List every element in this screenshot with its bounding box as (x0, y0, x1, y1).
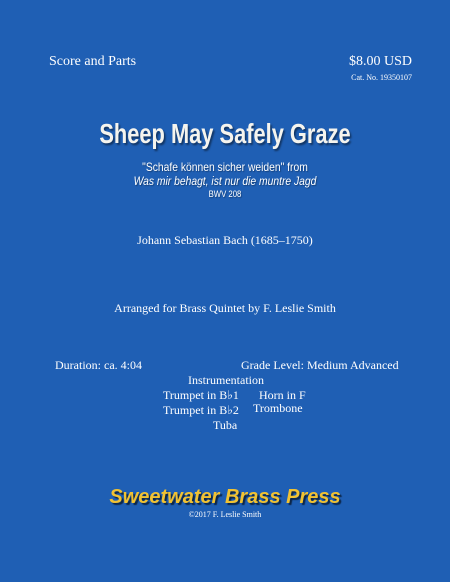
instrument-horn: Horn in F (259, 388, 306, 402)
score-and-parts-label: Score and Parts (49, 54, 137, 69)
publisher-logo-text: Sweetwater Brass Press (109, 486, 341, 508)
instrumentation-heading: Instrumentation (188, 373, 264, 387)
copyright-notice: ©2017 F. Leslie Smith (188, 510, 262, 519)
subtitle-line-1: "Schafe können sicher weiden" from (142, 160, 308, 174)
subtitle-line-2: Was mir behagt, ist nur die muntre Jagd (133, 174, 317, 188)
instrument-trombone: Trombone (253, 401, 303, 415)
grade-level-label: Grade Level: Medium Advanced (241, 358, 399, 372)
instrument-tuba: Tuba (213, 418, 238, 432)
arranger-credit: Arranged for Brass Quintet by F. Leslie Smith (114, 301, 336, 315)
instrument-trumpet-1: Trumpet in B♭1 (163, 388, 239, 402)
duration-label: Duration: ca. 4:04 (55, 358, 142, 372)
piece-title: Sheep May Safely Graze (99, 118, 351, 149)
catalog-number: Cat. No. 19350107 (351, 73, 412, 82)
price-label: $8.00 USD (348, 54, 412, 69)
instrument-trumpet-2: Trumpet in B♭2 (163, 403, 239, 417)
composer-credit: Johann Sebastian Bach (1685–1750) (137, 233, 313, 247)
subtitle-line-3: BWV 208 (208, 189, 242, 199)
